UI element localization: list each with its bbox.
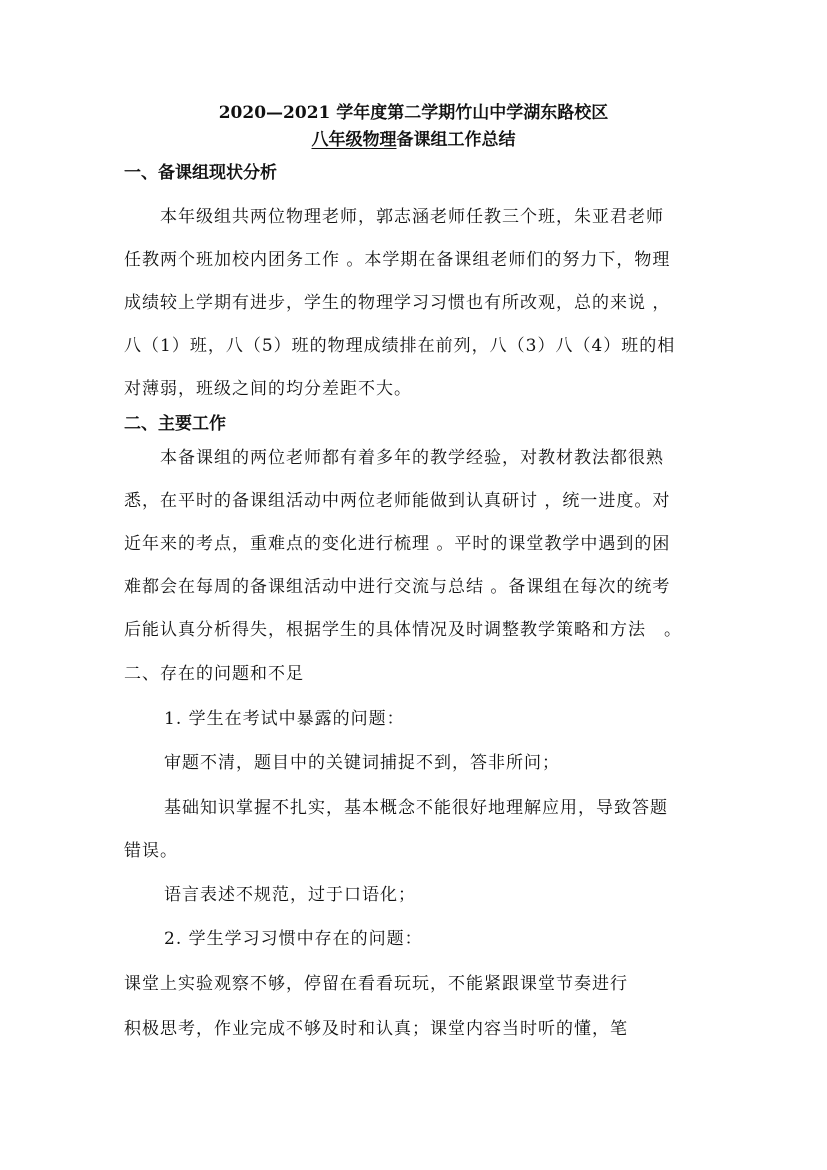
section1-line: 本年级组共两位物理老师，郭志涵老师任教三个班，朱亚君老师 [160, 207, 664, 227]
section2-line: 悉，在平时的备课组活动中两位老师能做到认真研讨 ，统一进度。对 [124, 491, 671, 511]
problem-item1-c: 语言表述不规范，过于口语化； [164, 885, 416, 905]
section3-heading: 二、存在的问题和不足 [124, 664, 304, 684]
section2-line: 本备课组的两位老师都有着多年的教学经验，对教材教法都很熟 [160, 448, 664, 468]
problem-item2-title: 2. 学生学习习惯中存在的问题： [164, 929, 423, 949]
problem-item1-b-line1: 基础知识掌握不扎实，基本概念不能很好地理解应用，导致答题 [164, 798, 668, 818]
section1-line: 八（1）班，八（5）班的物理成绩排在前列，八（3）八（4）班的相 [124, 336, 676, 356]
problem-item2-line1: 课堂上实验观察不够，停留在看看玩玩，不能紧跟课堂节奏进行 [124, 974, 628, 994]
title-underlined-text: 八年级物理 [311, 130, 397, 150]
problem-item1-b-line2: 错误。 [124, 841, 178, 861]
section2-line: 近年来的考点，重难点的变化进行梳理 。平时的课堂教学中遇到的困 [124, 534, 671, 554]
problem-item2-line2: 积极思考，作业完成不够及时和认真；课堂内容当时听的懂，笔 [124, 1019, 628, 1039]
problem-item1-a: 审题不清，题目中的关键词捕捉不到，答非所问； [164, 753, 560, 773]
problem-item1-title: 1. 学生在考试中暴露的问题： [164, 709, 405, 729]
section2-line: 后能认真分析得失，根据学生的具体情况及时调整教学策略和方法 。 [124, 620, 682, 640]
document-title-line2 [0, 130, 827, 150]
document-title-line1: 2020—2021 学年度第二学期竹山中学湖东路校区 [218, 103, 609, 123]
section2-heading: 二、主要工作 [124, 414, 226, 434]
section1-line: 对薄弱，班级之间的均分差距不大。 [124, 379, 412, 399]
section1-line: 任教两个班加校内团务工作 。本学期在备课组老师们的努力下，物理 [124, 250, 671, 270]
section1-line: 成绩较上学期有进步，学生的物理学习习惯也有所改观，总的来说 ， [124, 293, 671, 313]
section2-line: 难都会在每周的备课组活动中进行交流与总结 。备课组在每次的统考 [124, 577, 671, 597]
section1-heading: 一、备课组现状分析 [124, 163, 277, 183]
title-rest-text: 备课组工作总结 [396, 130, 516, 150]
